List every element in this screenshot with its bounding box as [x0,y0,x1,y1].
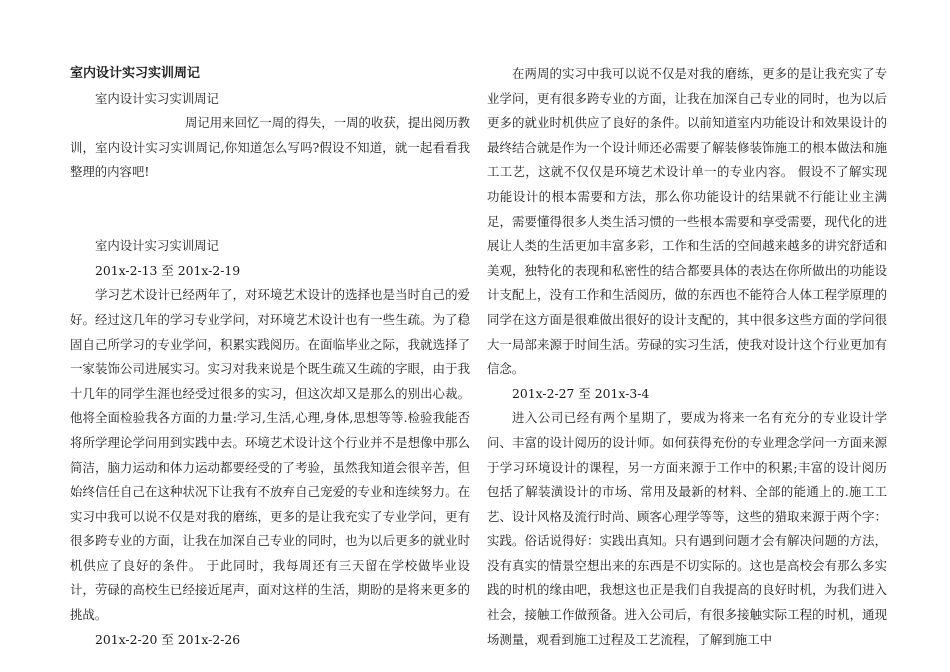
right-column [487,62,887,652]
body-paragraph: 在两周的实习中我可以说不仅是对我的磨练，更多的是让我充实了专业学问，更有很多跨专业的方面，让我在加深自己专业的同时，也为以后更多的就业时机供应了良好的条件。以前知道室内功能设计和效果设计的最终结合就是作为一个设计师还必需要了解装修装饰施工的根本做法和施工工艺，这就不仅仅是环境艺术设计单一的专业内容。 假设不了解实现功能设计的根本需要和方法，那么你功能设计的结果就不行能让业主满足，需要懂得很多人类生活习惯的一些根本需要和享受需要，现代化的进展让人类的生活更加丰富多彩，工作和生活的空间越来越多的讲究舒适和美观，独特化的表现和私密性的结合都要具体的表达在你所做出的功能设计支配上，没有工作和生活阅历，做的东西也不能符合人体工程学原理的同学在这方面是很难做出很好的设计支配的，其中很多这些方面的学问很大一局部来源于时间生活。劳碌的实习生活，使我对设计这个行业更加有信念。 [487,66,887,377]
body-paragraph: 进入公司已经有两个星期了，要成为将来一名有充分的专业设计学问、丰富的设计阅历的设计师。如何获得充份的专业理念学问一方面来源于学习环境设计的课程，另一方面来源于工作中的积累;丰富的设计阅历包括了解装潢设计的市场、常用及最新的材料、全部的能通上的.施工工艺、设计风格及流行时尚、顾客心理学等等，这些的猎取来源于两个字：实践。俗话说得好：实践出真知。只有遇到问题才会有解决问题的方法，没有真实的情景空想出来的东西是不切实际的。这也是高校会有那么多实践的时机的缘由吧，我想这也正是我们自我提高的良好时机，为我们进入社会，接触工作做预备。进入公司后，有很多接触实际工程的时机，通现场测量，观看到施工过程及工艺流程，了解到施工中 [487,410,887,647]
week-date-range: 201x-2-27 至 201x-3-4 [512,385,650,401]
spacer [70,210,470,235]
document-title: 室内设计实习实训周记 [70,66,201,81]
intro-paragraph: 周记用来回忆一周的得失，一周的收获，提出阅历教训，室内设计实习实训周记,你知道怎么写吗?假设不知道，就一起看看我整理的内容吧! [70,115,470,180]
spacer [70,185,470,210]
section-heading: 室内设计实习实训周记 [95,238,219,254]
document-subtitle: 室内设计实习实训周记 [95,90,219,106]
week-date-range: 201x-2-13 至 201x-2-19 [95,262,241,278]
week-date-range: 201x-2-20 至 201x-2-26 [95,631,241,647]
week1-body-paragraph: 学习艺术设计已经两年了，对环境艺术设计的选择也是当时自己的爱好。经过这几年的学习专业学问，对环境艺术设计也有一些生疏。为了稳固自己所学习的专业学问，积累实践阅历。在面临毕业之际，我就选择了一家装饰公司进展实习。实习对我来说是个既生疏又生疏的字眼，由于我十几年的同学生涯也经受过很多的实习，但这次却又是那么的别出心裁。他将全面检验我各方面的力量:学习,生活,心理,身体,思想等等.检验我能否将所学理论学问用到实践中去。环境艺术设计这个行业并不是想像中那么简洁，脑力运动和体力运动都要经受的了考验，虽然我知道会很辛苦，但始终信任自己在这种状况下让我有不放弃自己宠爱的专业和连续努力。在实习中我可以说不仅是对我的磨练，更多的是让我充实了专业学问，更有很多跨专业的方面，让我在加深自己专业的同时，也为以后更多的就业时机供应了良好的条件。 于此同时，我每周还有三天留在学校做毕业设计，劳碌的高校生已经接近尾声，面对这样的生活，期盼的是将来更多的挑战。 [70,287,470,623]
left-column [70,62,470,652]
